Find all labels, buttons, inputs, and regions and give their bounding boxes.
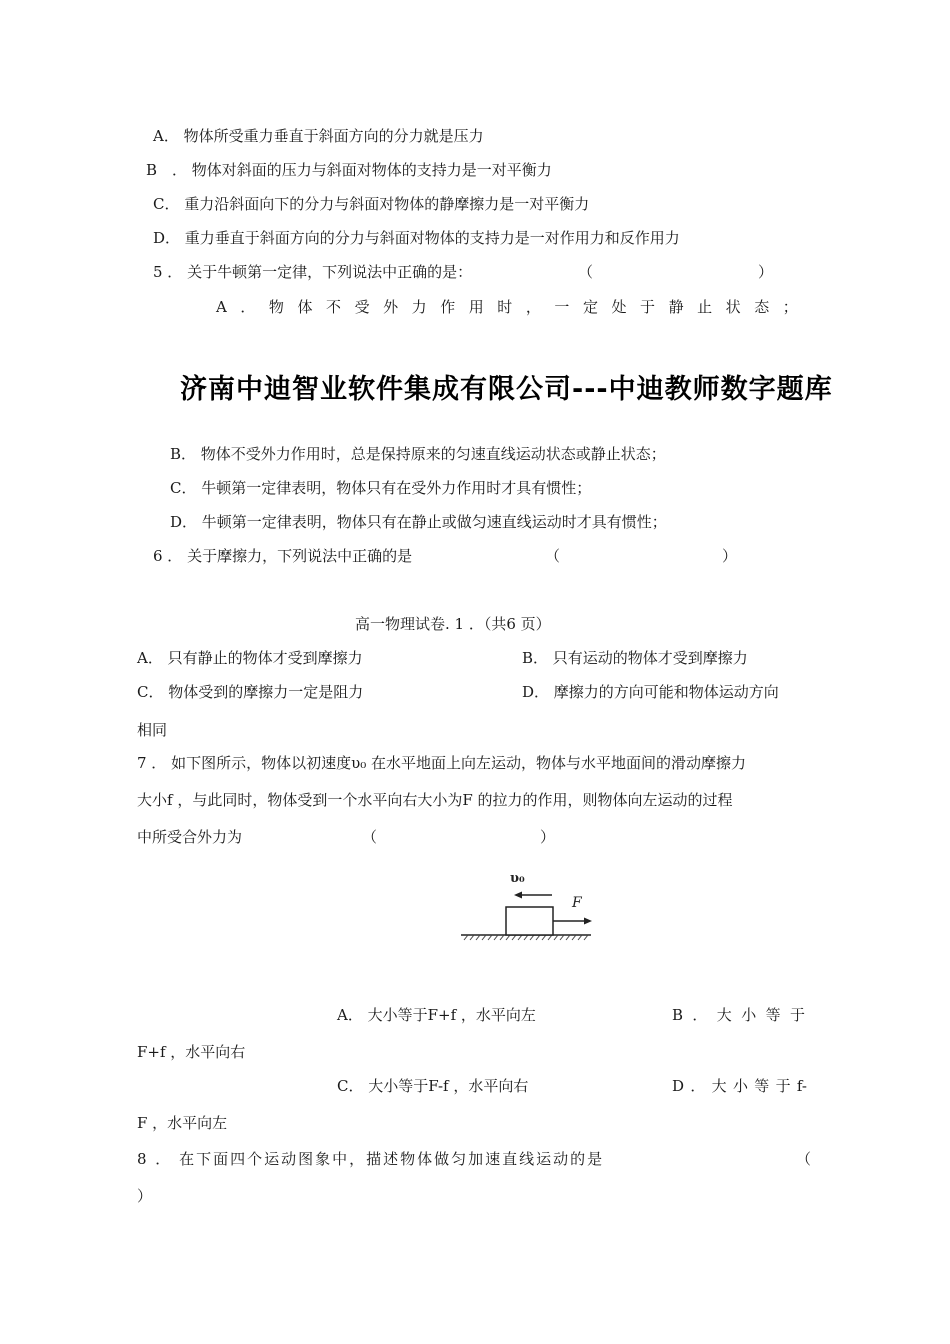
q6-answer-paren-close: ） [722, 547, 738, 565]
char: ， [525, 298, 541, 316]
velocity-arrow [514, 892, 552, 899]
char: 作 [440, 298, 456, 316]
char: ． [692, 1006, 708, 1024]
q5-option-a [216, 297, 798, 317]
q7-option-c: C． 大小等于F-f ，水平向右 [337, 1077, 529, 1095]
char: ． [240, 298, 256, 316]
q6-answer-paren-open: （ [545, 547, 561, 565]
q6-option-d-continued: 相同 [137, 721, 168, 739]
block [506, 907, 553, 935]
char: B [672, 1006, 684, 1024]
char: 于 [775, 1077, 791, 1095]
page-footer: 高一物理试卷. 1 ．（共6 页） [355, 615, 551, 633]
char: 大 [716, 1006, 732, 1024]
char: 小 [732, 1077, 748, 1095]
force-label: F [572, 895, 582, 911]
char: 等 [765, 1006, 781, 1024]
q6-option-a: A． 只有静止的物体才受到摩擦力 [137, 649, 363, 667]
char: 状 [725, 298, 741, 316]
char: 不 [326, 298, 342, 316]
q7-answer-paren-open: （ [362, 828, 378, 846]
char: 处 [611, 298, 627, 316]
q5-option-b: B． 物体不受外力作用时，总是保持原来的匀速直线运动状态或静止状态； [170, 445, 666, 463]
q7-option-b-continued: F+f ，水平向右 [137, 1043, 246, 1061]
q5-stem: 5 ． 关于牛顿第一定律，下列说法中正确的是： [153, 263, 473, 281]
q4-option-a: A． 物体所受重力垂直于斜面方向的分力就是压力 [153, 127, 484, 145]
q7-option-d [672, 1076, 807, 1096]
q7-stem-line-2: 大小f ，与此同时，物体受到一个水平向右大小为F 的拉力的作用，则物体向左运动的过程 [137, 791, 733, 809]
char: 时 [497, 298, 513, 316]
q7-stem-line-3: 中所受合外力为 [137, 828, 243, 846]
block-force-diagram [458, 862, 600, 944]
char: 受 [354, 298, 370, 316]
q4-option-c: C． 重力沿斜面向下的分力与斜面对物体的静摩擦力是一对平衡力 [153, 195, 590, 213]
q7-answer-paren-close: ） [540, 828, 556, 846]
char: 态 [754, 298, 770, 316]
char: 等 [754, 1077, 770, 1095]
q4-option-b: B ． 物体对斜面的压力与斜面对物体的支持力是一对平衡力 [146, 161, 552, 179]
q6-option-d: D． 摩擦力的方向可能和物体运动方向 [522, 683, 779, 701]
q8-answer-paren-close: ） [137, 1187, 153, 1205]
force-arrow [553, 918, 592, 925]
q5-answer-paren-open: （ [578, 263, 594, 281]
q5-option-d: D． 牛顿第一定律表明，物体只有在静止或做匀速直线运动时才具有惯性； [170, 513, 667, 531]
q5-answer-paren-close: ） [758, 263, 774, 281]
char: 力 [411, 298, 427, 316]
q7-stem-line-1: 7 ． 如下图所示，物体以初速度υ₀ 在水平地面上向左运动，物体与水平地面间的滑动摩擦力 [137, 754, 746, 772]
char: ； [782, 298, 798, 316]
q6-option-b: B． 只有运动的物体才受到摩擦力 [522, 649, 748, 667]
q6-option-c: C． 物体受到的摩擦力一定是阻力 [137, 683, 364, 701]
q7-option-d-continued: F ，水平向左 [137, 1114, 228, 1132]
char: 于 [789, 1006, 805, 1024]
q8-stem: 8 ． 在下面四个运动图象中，描述物体做匀加速直线运动的是 [137, 1150, 605, 1168]
q7-option-b [672, 1005, 805, 1025]
char: 止 [697, 298, 713, 316]
q5-option-c: C． 牛顿第一定律表明，物体只有在受外力作用时才具有惯性； [170, 479, 592, 497]
char: 小 [741, 1006, 757, 1024]
q8-answer-paren-open: （ [796, 1150, 812, 1168]
char: A [216, 298, 227, 316]
q4-option-d: D． 重力垂直于斜面方向的分力与斜面对物体的支持力是一对作用力和反作用力 [153, 229, 680, 247]
q7-option-a: A． 大小等于F+f ，水平向左 [337, 1006, 536, 1024]
q6-stem: 6 ． 关于摩擦力，下列说法中正确的是 [153, 547, 413, 565]
char: f- [796, 1077, 807, 1095]
char: D [672, 1077, 685, 1095]
char: 体 [297, 298, 313, 316]
publisher-banner: 济南中迪智业软件集成有限公司---中迪教师数字题库 [180, 374, 833, 405]
char: 物 [268, 298, 284, 316]
char: 外 [383, 298, 399, 316]
char: 于 [640, 298, 656, 316]
char: 大 [711, 1077, 727, 1095]
char: ． [690, 1077, 706, 1095]
char: 用 [468, 298, 484, 316]
velocity-label: υ₀ [510, 871, 525, 886]
char: 定 [582, 298, 598, 316]
char: 一 [554, 298, 570, 316]
char: 静 [668, 298, 684, 316]
